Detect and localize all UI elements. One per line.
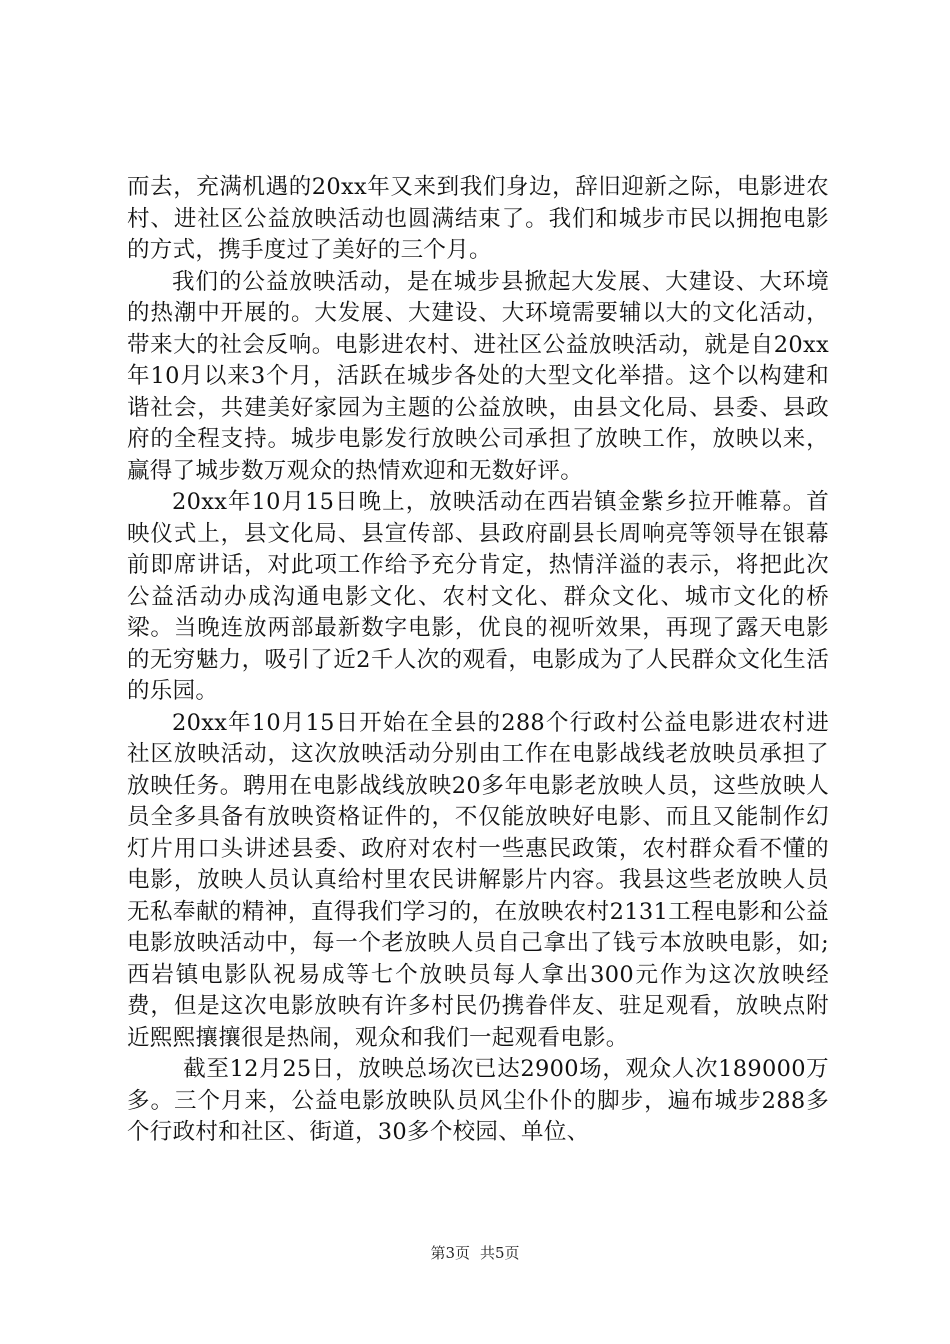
- document-body: [127, 172, 829, 1149]
- paragraph-continuation: 而去，充满机遇的20xx年又来到我们身边，辞旧迎新之际，电影进农村、进社区公益放映活动也圆满结束了。我们和城步市民以拥抱电影的方式，携手度过了美好的三个月。: [127, 174, 829, 263]
- paragraph-statistics: 截至12月25日，放映总场次已达2900场，观众人次189000万多。三个月来，公益电影放映队员风尘仆仆的脚步，遍布城步288多个行政村和社区、街道，30多个校园、单位、: [127, 1056, 829, 1145]
- paragraph-public-screening: 我们的公益放映活动，是在城步县掀起大发展、大建设、大环境的热潮中开展的。大发展、大建设、大环境需要辅以大的文化活动，带来大的社会反响。电影进农村、进社区公益放映活动，就是自20xx年10月以来3个月，活跃在城步各处的大型文化举措。这个以构建和谐社会，共建美好家园为主题的公益放映，由县文化局、县委、县政府的全程支持。城步电影发行放映公司承担了放映工作，放映以来，赢得了城步数万观众的热情欢迎和无数好评。: [127, 268, 829, 484]
- paragraph-village-screenings: 20xx年10月15日开始在全县的288个行政村公益电影进农村进社区放映活动，这次放映活动分别由工作在电影战线老放映员承担了放映任务。聘用在电影战线放映20多年电影老放映人员，这些放映人员全多具备有放映资格证件的，不仅能放映好电影、而且又能制作幻灯片用口头讲述县委、政府对农村一些惠民政策，农村群众看不懂的电影，放映人员认真给村里农民讲解影片内容。我县这些老放映人员无私奉献的精神，直得我们学习的，在放映农村2131工程电影和公益电影放映活动中，每一个老放映人员自己拿出了钱亏本放映电影，如;西岩镇电影队祝易成等七个放映员每人拿出300元作为这次放映经费，但是这次电影放映有许多村民仍携眷伴友、驻足观看，放映点附近熙熙攘攘很是热闹，观众和我们一起观看电影。: [127, 709, 829, 1051]
- page-number: 第3页: [430, 1244, 470, 1262]
- page-footer: [0, 1243, 950, 1263]
- paragraph-opening-ceremony: 20xx年10月15日晚上，放映活动在西岩镇金紫乡拉开帷幕。首映仪式上，县文化局、县宣传部、县政府副县长周响亮等领导在银幕前即席讲话，对此项工作给予充分肯定，热情洋溢的表示，将把此次公益活动办成沟通电影文化、农村文化、群众文化、城市文化的桥梁。当晚连放两部最新数字电影，优良的视听效果，再现了露天电影的无穷魅力，吸引了近2千人次的观看，电影成为了人民群众文化生活的乐园。: [127, 489, 829, 704]
- page-total: 共5页: [480, 1244, 520, 1262]
